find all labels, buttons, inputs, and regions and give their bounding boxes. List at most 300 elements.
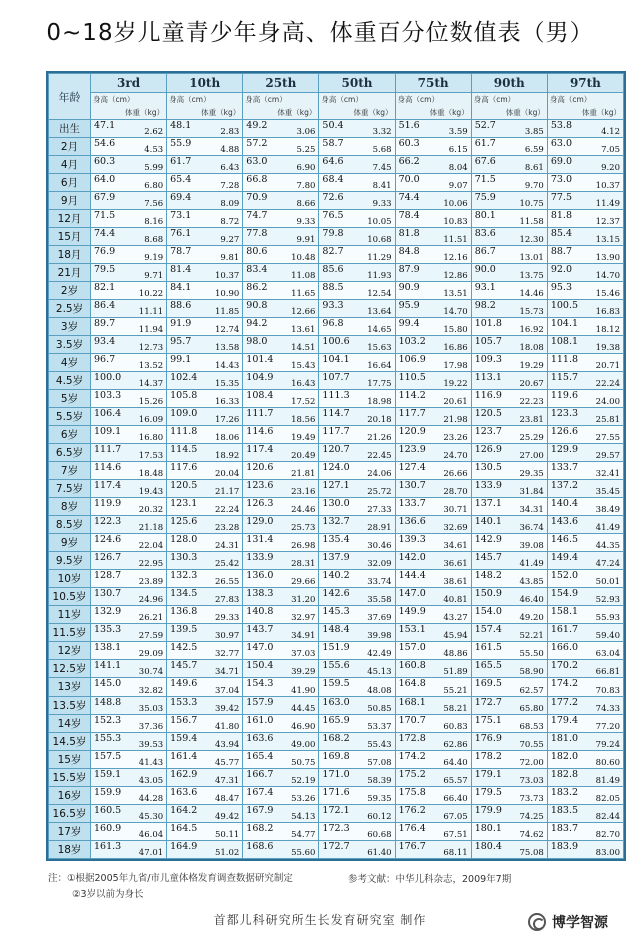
- height-value: 84.8: [398, 246, 420, 258]
- height-value: 90.0: [474, 264, 496, 276]
- weight-value: 25.72: [367, 487, 392, 498]
- weight-value: 6.15: [448, 145, 468, 156]
- height-value: 86.2: [246, 282, 268, 294]
- table-cell: [471, 426, 547, 444]
- age-label: 14岁: [49, 714, 91, 732]
- height-value: 114.6: [94, 462, 122, 474]
- weight-value: 20.04: [214, 469, 240, 480]
- weight-value: 15.63: [367, 343, 392, 354]
- weight-value: 17.98: [443, 361, 468, 372]
- height-value: 119.6: [550, 390, 579, 402]
- height-value: 111.7: [94, 444, 122, 456]
- height-value: 66.2: [398, 156, 420, 168]
- table-cell: [243, 804, 319, 822]
- table-cell: [243, 642, 319, 660]
- table-cell: [243, 192, 319, 210]
- table-row: [49, 516, 624, 534]
- weight-value: 36.74: [519, 523, 544, 534]
- height-value: 90.9: [398, 282, 420, 294]
- table-cell: [547, 750, 623, 768]
- table-cell: [319, 714, 395, 732]
- table-cell: [243, 696, 319, 714]
- weight-value: 23.26: [443, 433, 468, 444]
- weight-value: 48.08: [367, 685, 392, 696]
- weight-value: 25.42: [214, 559, 240, 570]
- table-cell: [547, 354, 623, 372]
- table-cell: [91, 336, 167, 354]
- height-value: 146.5: [550, 534, 579, 546]
- height-value: 140.1: [474, 516, 502, 528]
- table-cell: [471, 120, 547, 138]
- height-value: 139.3: [398, 534, 426, 546]
- weight-value: 12.73: [138, 343, 164, 354]
- height-value: 98.2: [474, 300, 496, 312]
- table-cell: [471, 840, 547, 858]
- table-cell: [547, 120, 623, 138]
- table-row: [49, 390, 624, 408]
- table-cell: [471, 732, 547, 750]
- height-value: 96.8: [322, 318, 344, 330]
- table-cell: [91, 606, 167, 624]
- wechat-logo-icon: [528, 913, 546, 931]
- weight-value: 32.82: [138, 685, 164, 696]
- table-cell: [167, 642, 243, 660]
- table-row: [49, 336, 624, 354]
- height-value: 86.7: [474, 246, 496, 258]
- height-value: 96.7: [94, 354, 116, 366]
- weight-value: 41.90: [291, 685, 316, 696]
- table-cell: [319, 174, 395, 192]
- weight-value: 9.33: [296, 217, 316, 228]
- height-value: 51.6: [398, 120, 420, 131]
- weight-value: 52.19: [291, 775, 316, 786]
- note-1: 注：①根据2005年九省/市儿童体格发育调查数据研究制定: [48, 873, 293, 884]
- height-value: 74.4: [94, 228, 116, 240]
- table-cell: [167, 372, 243, 390]
- table-cell: [319, 480, 395, 498]
- table-row: [49, 174, 624, 192]
- table-cell: [91, 840, 167, 858]
- weight-value: 62.57: [519, 685, 544, 696]
- height-value: 71.5: [474, 174, 496, 186]
- table-cell: [471, 156, 547, 174]
- height-value: 101.4: [246, 354, 274, 366]
- height-value: 70.9: [246, 192, 268, 204]
- weight-value: 12.86: [443, 271, 468, 282]
- height-value: 183.2: [550, 786, 579, 798]
- table-row: [49, 318, 624, 336]
- weight-value: 7.56: [144, 199, 164, 210]
- weight-value: 9.20: [601, 163, 620, 174]
- height-value: 108.1: [550, 336, 579, 348]
- weight-value: 39.42: [214, 703, 240, 714]
- table-row: [49, 552, 624, 570]
- weight-value: 18.98: [367, 397, 392, 408]
- height-value: 104.1: [322, 354, 350, 366]
- height-value: 128.0: [170, 534, 198, 546]
- weight-value: 62.86: [443, 739, 468, 750]
- table-row: [49, 408, 624, 426]
- height-value: 87.9: [398, 264, 420, 276]
- weight-value: 12.37: [595, 217, 620, 228]
- height-value: 175.2: [398, 768, 426, 780]
- table-cell: [395, 822, 471, 840]
- table-cell: [91, 804, 167, 822]
- table-cell: [319, 138, 395, 156]
- table-cell: [91, 228, 167, 246]
- table-row: [49, 750, 624, 768]
- height-value: 99.1: [170, 354, 192, 366]
- table-cell: [91, 696, 167, 714]
- weight-value: 45.94: [443, 631, 468, 642]
- weight-value: 11.11: [138, 307, 164, 318]
- weight-value: 38.49: [595, 505, 620, 516]
- age-label: 21月: [49, 264, 91, 282]
- table-cell: [167, 120, 243, 138]
- table-cell: [395, 210, 471, 228]
- weight-value: 15.73: [519, 307, 544, 318]
- weight-value: 50.75: [291, 757, 316, 768]
- weight-unit-label: 体重（kg）: [429, 108, 469, 117]
- weight-value: 15.43: [291, 361, 316, 372]
- height-value: 137.9: [322, 552, 350, 564]
- reference-text: 参考文献：中华儿科杂志，2009年7期: [348, 874, 512, 885]
- height-value: 127.4: [398, 462, 426, 474]
- table-cell: [91, 372, 167, 390]
- height-value: 120.5: [474, 408, 502, 420]
- height-value: 95.7: [170, 336, 192, 348]
- table-cell: [167, 678, 243, 696]
- height-value: 79.5: [94, 264, 116, 276]
- height-value: 172.7: [322, 840, 350, 852]
- height-value: 177.2: [550, 696, 579, 708]
- height-value: 159.1: [94, 768, 122, 780]
- height-value: 64.6: [322, 156, 344, 168]
- height-value: 123.1: [170, 498, 198, 510]
- height-value: 133.9: [474, 480, 502, 492]
- height-value: 78.4: [398, 210, 420, 222]
- percentile-header: 75th: [395, 74, 471, 93]
- height-value: 74.7: [246, 210, 268, 222]
- weight-value: 11.94: [138, 325, 164, 336]
- height-value: 139.5: [170, 624, 198, 636]
- weight-value: 25.29: [519, 433, 544, 444]
- weight-value: 20.32: [138, 505, 164, 516]
- height-value: 57.2: [246, 138, 268, 150]
- table-cell: [243, 372, 319, 390]
- weight-value: 8.09: [220, 199, 240, 210]
- age-label: 18岁: [49, 840, 91, 858]
- height-value: 136.0: [246, 570, 274, 582]
- height-value: 174.2: [550, 678, 579, 690]
- table-cell: [395, 156, 471, 174]
- weight-unit-label: 体重（kg）: [353, 108, 393, 117]
- height-value: 145.0: [94, 678, 122, 690]
- weight-value: 26.55: [214, 577, 240, 588]
- weight-value: 38.61: [443, 577, 468, 588]
- weight-value: 13.51: [443, 289, 468, 300]
- table-cell: [167, 660, 243, 678]
- weight-value: 15.46: [595, 289, 620, 300]
- height-value: 114.5: [170, 444, 198, 456]
- height-value: 142.6: [322, 588, 350, 600]
- table-cell: [319, 696, 395, 714]
- height-value: 81.4: [170, 264, 192, 276]
- table-cell: [243, 336, 319, 354]
- table-cell: [319, 156, 395, 174]
- height-value: 138.3: [246, 588, 274, 600]
- weight-value: 29.33: [214, 613, 240, 624]
- height-unit-label: 身高（cm）: [245, 95, 287, 104]
- weight-value: 20.67: [519, 379, 544, 390]
- weight-value: 10.37: [214, 271, 240, 282]
- weight-value: 29.35: [519, 469, 544, 480]
- height-value: 153.3: [170, 696, 198, 708]
- table-row: [49, 426, 624, 444]
- table-row: [49, 588, 624, 606]
- weight-value: 58.21: [443, 703, 468, 714]
- height-value: 92.0: [550, 264, 572, 276]
- table-cell: [91, 498, 167, 516]
- weight-value: 16.83: [595, 307, 620, 318]
- table-cell: [243, 318, 319, 336]
- table-row: [49, 768, 624, 786]
- table-cell: [471, 408, 547, 426]
- weight-value: 13.52: [138, 361, 164, 372]
- weight-value: 26.21: [138, 613, 164, 624]
- height-value: 111.3: [322, 390, 350, 402]
- weight-value: 50.01: [595, 577, 620, 588]
- table-cell: [91, 264, 167, 282]
- height-value: 172.8: [398, 732, 426, 744]
- table-cell: [243, 750, 319, 768]
- height-value: 158.1: [550, 606, 579, 618]
- weight-value: 43.85: [519, 577, 544, 588]
- table-cell: [319, 840, 395, 858]
- weight-value: 16.92: [519, 325, 544, 336]
- table-cell: [319, 822, 395, 840]
- table-cell: [471, 462, 547, 480]
- height-value: 176.7: [398, 840, 426, 852]
- weight-value: 17.52: [291, 397, 316, 408]
- weight-value: 28.70: [443, 487, 468, 498]
- height-value: 150.4: [246, 660, 274, 672]
- table-cell: [243, 822, 319, 840]
- table-cell: [547, 840, 623, 858]
- table-row: [49, 534, 624, 552]
- height-value: 150.9: [474, 588, 502, 600]
- table-row: [49, 444, 624, 462]
- table-row: [49, 228, 624, 246]
- weight-value: 45.13: [367, 667, 392, 678]
- height-value: 125.6: [170, 516, 198, 528]
- height-value: 82.1: [94, 282, 116, 294]
- table-cell: [243, 210, 319, 228]
- table-cell: [243, 462, 319, 480]
- height-value: 85.4: [550, 228, 572, 240]
- table-cell: [167, 480, 243, 498]
- weight-value: 37.69: [367, 613, 392, 624]
- weight-value: 31.84: [519, 487, 544, 498]
- weight-value: 24.46: [291, 505, 316, 516]
- weight-value: 10.83: [443, 217, 468, 228]
- unit-header: [471, 93, 547, 120]
- weight-value: 30.71: [443, 505, 468, 516]
- table-row: [49, 192, 624, 210]
- table-cell: [167, 156, 243, 174]
- table-cell: [243, 264, 319, 282]
- weight-value: 74.33: [595, 703, 620, 714]
- weight-value: 32.41: [595, 469, 620, 480]
- age-label: 16岁: [49, 786, 91, 804]
- table-cell: [243, 246, 319, 264]
- unit-header: [395, 93, 471, 120]
- table-cell: [91, 552, 167, 570]
- height-value: 117.7: [322, 426, 350, 438]
- table-row: [49, 642, 624, 660]
- height-value: 138.1: [94, 642, 122, 654]
- age-label: 9.5岁: [49, 552, 91, 570]
- table-cell: [91, 786, 167, 804]
- table-row: [49, 822, 624, 840]
- table-cell: [91, 156, 167, 174]
- age-label: 15月: [49, 228, 91, 246]
- table-cell: [319, 210, 395, 228]
- height-value: 172.3: [322, 822, 350, 834]
- height-value: 60.3: [398, 138, 420, 150]
- height-value: 171.6: [322, 786, 350, 798]
- weight-value: 24.00: [595, 397, 620, 408]
- height-value: 93.4: [94, 336, 116, 348]
- table-cell: [395, 534, 471, 552]
- weight-value: 12.74: [214, 325, 240, 336]
- weight-value: 34.71: [214, 667, 240, 678]
- table-row: [49, 714, 624, 732]
- table-cell: [471, 390, 547, 408]
- age-label: 7岁: [49, 462, 91, 480]
- weight-value: 17.26: [214, 415, 240, 426]
- weight-value: 23.81: [519, 415, 544, 426]
- weight-value: 16.86: [443, 343, 468, 354]
- weight-value: 10.68: [367, 235, 392, 246]
- weight-value: 53.37: [367, 721, 392, 732]
- height-value: 104.1: [550, 318, 579, 330]
- table-cell: [319, 372, 395, 390]
- table-cell: [91, 534, 167, 552]
- height-value: 73.0: [550, 174, 572, 186]
- table-cell: [395, 228, 471, 246]
- table-cell: [319, 660, 395, 678]
- height-value: 79.8: [322, 228, 344, 240]
- table-cell: [395, 786, 471, 804]
- table-cell: [243, 624, 319, 642]
- weight-unit-label: 体重（kg）: [505, 108, 545, 117]
- weight-value: 9.19: [144, 253, 164, 264]
- table-cell: [91, 660, 167, 678]
- table-cell: [167, 498, 243, 516]
- table-cell: [471, 246, 547, 264]
- height-value: 77.5: [550, 192, 572, 204]
- height-value: 111.8: [170, 426, 198, 438]
- weight-value: 7.05: [601, 145, 620, 156]
- weight-value: 48.86: [443, 649, 468, 660]
- table-cell: [167, 804, 243, 822]
- weight-value: 46.04: [138, 829, 164, 840]
- table-cell: [243, 174, 319, 192]
- table-cell: [471, 606, 547, 624]
- weight-value: 14.37: [138, 379, 164, 390]
- weight-value: 29.57: [595, 451, 620, 462]
- weight-value: 9.27: [220, 235, 240, 246]
- height-value: 148.8: [94, 696, 122, 708]
- weight-value: 6.59: [524, 145, 544, 156]
- weight-value: 39.29: [291, 667, 316, 678]
- table-cell: [319, 750, 395, 768]
- weight-value: 58.39: [367, 775, 392, 786]
- table-cell: [319, 804, 395, 822]
- weight-value: 16.80: [138, 433, 164, 444]
- weight-value: 19.43: [138, 487, 164, 498]
- weight-value: 8.68: [144, 235, 164, 246]
- table-cell: [319, 552, 395, 570]
- weight-value: 35.45: [595, 487, 620, 498]
- table-cell: [471, 750, 547, 768]
- height-value: 76.9: [94, 246, 116, 258]
- table-cell: [319, 354, 395, 372]
- weight-value: 12.66: [291, 307, 316, 318]
- age-label: 13岁: [49, 678, 91, 696]
- height-value: 164.5: [170, 822, 198, 834]
- height-value: 176.9: [474, 732, 502, 744]
- weight-value: 45.30: [138, 811, 164, 822]
- height-value: 135.4: [322, 534, 350, 546]
- age-label: 15.5岁: [49, 768, 91, 786]
- height-value: 120.9: [398, 426, 426, 438]
- height-value: 105.7: [474, 336, 502, 348]
- table-cell: [547, 426, 623, 444]
- table-cell: [395, 444, 471, 462]
- table-cell: [91, 732, 167, 750]
- table-cell: [471, 372, 547, 390]
- height-value: 53.8: [550, 120, 572, 131]
- height-value: 130.7: [398, 480, 426, 492]
- age-column-header: 年龄: [49, 74, 91, 120]
- height-value: 163.6: [170, 786, 198, 798]
- table-cell: [243, 156, 319, 174]
- table-cell: [167, 462, 243, 480]
- percentile-header: 50th: [319, 74, 395, 93]
- table-cell: [167, 318, 243, 336]
- weight-value: 31.20: [291, 595, 316, 606]
- weight-value: 16.43: [291, 379, 316, 390]
- weight-value: 74.25: [519, 811, 544, 822]
- weight-value: 34.91: [291, 631, 316, 642]
- weight-value: 8.41: [372, 181, 392, 192]
- table-row: [49, 624, 624, 642]
- weight-value: 16.64: [367, 361, 392, 372]
- table-cell: [91, 192, 167, 210]
- table-cell: [395, 390, 471, 408]
- height-value: 88.7: [550, 246, 572, 258]
- table-cell: [243, 768, 319, 786]
- unit-header: [547, 93, 623, 120]
- table-cell: [243, 480, 319, 498]
- table-cell: [471, 642, 547, 660]
- table-row: [49, 732, 624, 750]
- height-value: 117.4: [94, 480, 122, 492]
- weight-value: 25.73: [291, 523, 316, 534]
- table-cell: [547, 534, 623, 552]
